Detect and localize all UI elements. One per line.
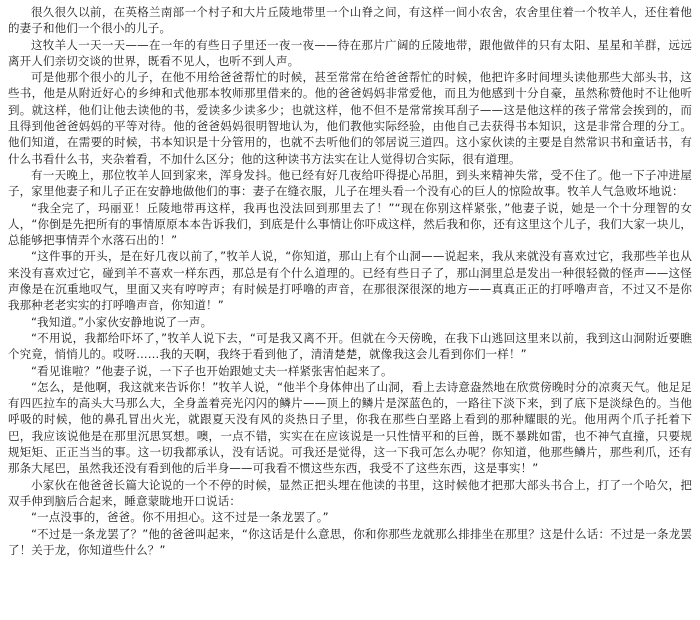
paragraph-8: “不用说，我都给吓坏了，”牧羊人说下去，“可是我又离不开。但就在今天傍晚，在我下山逃回这里来以前，我到这山洞附近要瞧个究竟，悄悄儿的。哎呀……我的天啊，我终于看到他了，清清楚楚，就像我这会儿看到你们一样！” [8,330,692,362]
paragraph-12: “一点没事的，爸爸。你不用担心。这不过是一条龙罢了。” [31,510,329,525]
paragraph-10: “怎么，是他啊，我这就来告诉你！”牧羊人说，“他半个身体伸出了山洞，看上去诗意盎然地在欣赏傍晚时分的凉爽天气。他足足有四匹拉车的高头大马那么大，全身盖着亮光闪闪的鳞片——顶上的鳞片是深蓝色的，一路往下淡下来，到了底下是淡绿色的。当他呼吸的时候，他的鼻孔冒出火光，就跟夏天没有风的炎热日子里，你我在那些白垩路上看到的那种耀眼的光。他用两个爪子托着下巴，我应该说他是在那里沉思冥想。噢，一点不错，实实在在应该说是一只性情平和的巨兽，既不暴跳如雷，也不神气直撞，只要规规矩矩、正正当当的事。这一切我都承认，没有话说。可我还是觉得，这一下我可怎么办呢？你知道，他那些鳞片，那些利爪，还有那条大尾巴，虽然我还没有看到他的后半身——可我看不惯这些东西，我受不了这些东西，这是事实！” [8,379,692,476]
paragraph-5: “我全完了，玛丽亚！丘陵地带再这样，我再也没法回到那里去了！”“现在你别这样紧张，”他妻子说，她是一个十分理智的女人，“你倒是先把所有的事情原原本本告诉我们，到底是什么事情让你吓成这样，然后我和你，还有这里这个儿子，我们大家一块儿，总能够把事情弄个水落石出的！” [8,200,692,248]
paragraph-11: 小家伙在他爸爸长篇大论说的一个不停的时候，显然正把头埋在他读的书里，这时候他才把那大部头书合上，打了一个哈欠，把双手伸到脑后合起来，睡意蒙眬地开口说话： [8,477,692,508]
paragraph-3: 可是他那个很小的儿子，在他不用给爸爸帮忙的时候，甚至常常在给爸爸帮忙的时候，他把许多时间埋头读他那些大部头书，这些书，他是从附近好心的乡绅和式他那本牧师那里借来的。他的爸爸妈妈非常爱他，而且为他感到十分自豪，虽然称赞他时不让他听到。就这样，他们让他去读他的书，爱读多少读多少；也就这样，他不但不是常常挨耳刮子——这是他这样的孩子常常会挨到的，而且得到他爸爸妈妈的平等对待。他的爸爸妈妈很明智地认为，他们教他实际经验，由他自己去获得书本知识，这是非常合理的分工。他们知道，在需要的时候，书本知识是十分管用的，也就不去听他们的邻居说三道四。这小家伙读的主要是自然常识书和童话书，有什么书看什么书，夹杂着看，不加什么区分；他的这种读书方法实在让人觉得切合实际，很有道理。 [8,70,692,166]
paragraph-2: 这牧羊人一天一天——在一年的有些日子里还一夜一夜——待在那片广阔的丘陵地带，跟他做伴的只有太阳、星星和羊群，远远离开人们亲切交谈的世界，既看不见人，也听不到人声。 [8,37,692,68]
paragraph-4: 有一天晚上，那位牧羊人回到家来，浑身发抖。他已经有好几夜给吓得提心吊胆，到头来精神失常，受不住了。他一下子冲进屋子，家里他妻子和儿子正在安静地做他们的事：妻子在缝衣服，儿子在埋头看一个没有心的巨人的惊险故事。牧羊人气急败坏地说： [8,167,692,199]
paragraph-9: “看见谁啦？”他妻子说，一下子也开始跟她丈夫一样紧张害怕起来了。 [31,363,393,378]
paragraph-7: “我知道。”小家伙安静地说了一声。 [31,314,213,329]
paragraph-1: 很久很久以前，在英格兰南部一个村子和大片丘陵地带里一个山脊之间，有这样一间小农舍，农舍里住着一个牧羊人，还住着他的妻子和他们一个很小的儿子。 [8,5,692,36]
paragraph-6: “这件事的开头，是在好几夜以前了，”牧羊人说，“你知道，那山上有个山洞——说起来，我从来就没有喜欢过它，我那些羊也从来没有喜欢过它，碰到羊不喜欢一样东西，那总是有个什么道理的。已经有些日子了，那山洞里总是发出一种很轻微的怪声——这怪声像是在沉重地叹气，里面又夹有哼哼声；有时候是打呼噜的声音，在那很深很深的地方——真真正正的打呼噜声音，不过又不是你我那种老老实实的打呼噜声音，你知道！” [8,249,692,313]
paragraph-13: “不过是一条龙罢了？”他的爸爸叫起来，“你这话是什么意思，你和你那些龙就那么排排坐在那里？这是什么话：不过是一条龙罢了！关于龙，你知道些什么？” [8,526,692,557]
